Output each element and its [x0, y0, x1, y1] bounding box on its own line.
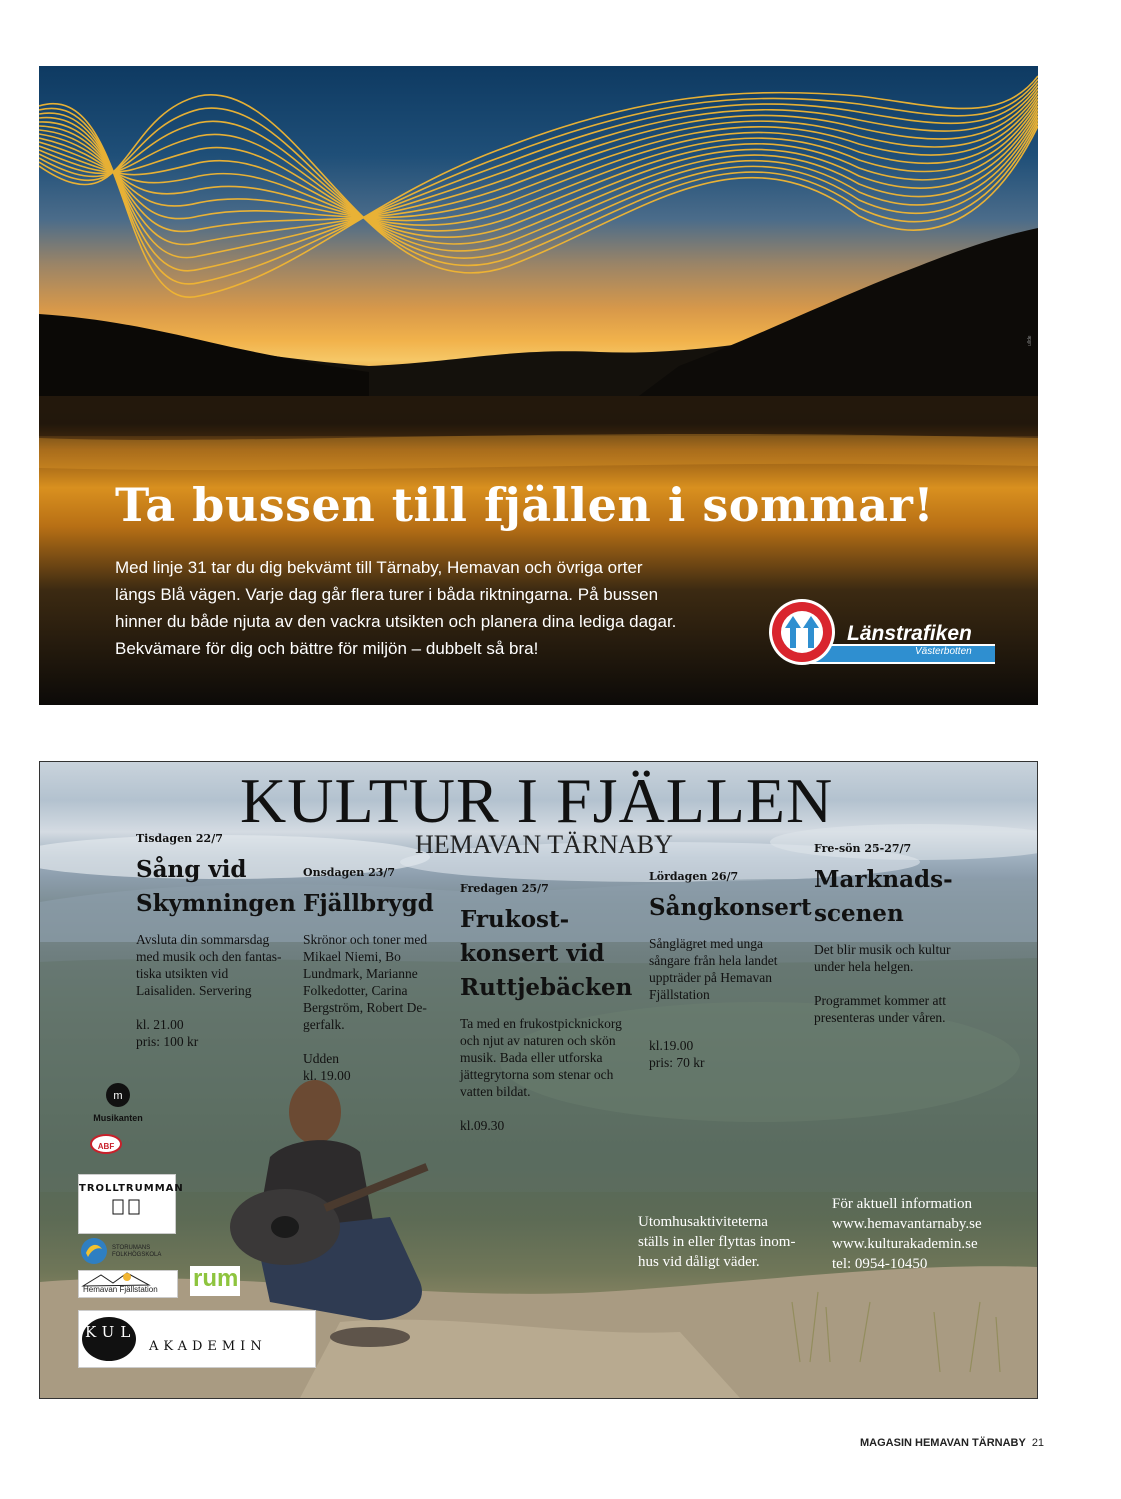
event-title-line: Ruttjebäcken	[460, 974, 633, 1001]
event-desc-line: Lundmark, Marianne	[303, 966, 418, 981]
weather-note-line: ställs in eller flyttas inom-	[638, 1234, 796, 1250]
event-desc-line: Bergström, Robert De-	[303, 1000, 427, 1015]
event-description	[460, 1015, 632, 1134]
kulturakademin-logo	[78, 1310, 316, 1368]
event-column	[460, 882, 632, 1134]
event-title-line: Skymningen	[136, 890, 296, 917]
ad-body-line: längs Blå vägen. Varje dag går flera turer i båda riktningarna. På bussen	[115, 585, 659, 604]
event-title-line: Frukost-	[460, 906, 570, 933]
event-desc-line: pris: 70 kr	[649, 1055, 705, 1070]
weather-note	[638, 1212, 795, 1272]
weather-note-line: Utomhusaktiviteterna	[638, 1214, 768, 1230]
event-desc-line: under hela helgen.	[814, 959, 914, 974]
ad-body-line: Med linje 31 tar du dig bekvämt till Tärnaby, Hemavan och övriga orter	[115, 558, 643, 577]
event-desc-line: och njut av naturen och skön	[460, 1033, 616, 1048]
event-desc-line: vatten bildat.	[460, 1084, 531, 1099]
event-desc-line: tiska utsikten vid	[136, 966, 229, 981]
event-title-line: Sångkonsert	[649, 894, 812, 921]
event-desc-line: kl.19.00	[649, 1038, 694, 1053]
fjallstation-label: Hemavan Fjällstation	[83, 1285, 158, 1294]
poster-subtitle: HEMAVAN TÄRNABY	[415, 830, 673, 859]
event-desc-line: Programmet kommer att	[814, 993, 946, 1008]
rum-logo	[190, 1266, 240, 1296]
event-title-line: Fjällbrygd	[303, 890, 434, 917]
storuman-icon	[80, 1237, 108, 1265]
event-description	[303, 931, 434, 1084]
event-description	[814, 941, 953, 1026]
event-title-line: Marknads-	[814, 866, 953, 893]
event-desc-line: Udden	[303, 1051, 339, 1066]
event-column	[814, 842, 953, 1026]
event-title	[814, 863, 953, 931]
event-desc-line: presenteras under våren.	[814, 1010, 946, 1025]
event-desc-line: Ta med en frukostpicknickorg	[460, 1016, 622, 1031]
yellow-wave-lines	[39, 76, 1038, 297]
event-desc-line: musik. Bada eller utforska	[460, 1050, 603, 1065]
event-title	[303, 887, 434, 921]
ad-headline: Ta bussen till fjällen i sommar!	[115, 478, 935, 532]
ad-body-line: hinner du både njuta av den vackra utsikten och planera dina lediga dagar.	[115, 612, 677, 631]
storuman-logo	[80, 1237, 200, 1265]
contact-info	[832, 1194, 982, 1274]
event-desc-line: pris: 100 kr	[136, 1034, 199, 1049]
magazine-name: MAGASIN HEMAVAN TÄRNABY	[860, 1437, 1026, 1449]
kulturakademin-top: KUL TUR	[85, 1323, 199, 1341]
musikanten-label: Musikanten	[93, 1113, 143, 1123]
event-date: Fre-sön 25-27/7	[814, 842, 912, 855]
event-column	[303, 866, 434, 1084]
page-footer	[860, 1437, 1044, 1449]
event-desc-line: Det blir musik och kultur	[814, 942, 951, 957]
event-column	[649, 870, 812, 1071]
event-column	[136, 832, 296, 1050]
event-desc-line: Avsluta din sommarsdag	[136, 932, 270, 947]
event-title-line: Sång vid	[136, 856, 247, 883]
event-date: Onsdagen 23/7	[303, 866, 396, 879]
musikanten-logo	[88, 1082, 148, 1123]
event-desc-line: gerfalk.	[303, 1017, 345, 1032]
ad-body-text	[115, 554, 735, 662]
event-desc-line: kl. 21.00	[136, 1017, 184, 1032]
trolltrumman-logo	[78, 1174, 184, 1234]
contact-line: tel: 0954-10450	[832, 1256, 928, 1272]
logo-region: Västerbotten	[915, 646, 972, 657]
photo-credit: ullde	[1027, 335, 1033, 346]
lanstrafiken-emblem-icon	[765, 594, 845, 669]
event-date: Fredagen 25/7	[460, 882, 549, 895]
rum-label: rum	[193, 1265, 239, 1292]
event-date: Lördagen 26/7	[649, 870, 739, 883]
event-desc-line: Fjällstation	[649, 987, 710, 1002]
drum-icon	[107, 1194, 147, 1218]
event-title-line: scenen	[814, 900, 904, 927]
event-desc-line: jättegrytorna som stenar och	[460, 1067, 614, 1082]
event-title-line: konsert vid	[460, 940, 605, 967]
contact-line[interactable]: www.hemavantarnaby.se	[832, 1216, 982, 1232]
event-desc-line: uppträder på Hemavan	[649, 970, 772, 985]
storuman-label: STORUMANS FOLKHÖGSKOLA	[112, 1245, 162, 1258]
event-desc-line: kl.09.30	[460, 1118, 505, 1133]
event-title	[136, 853, 296, 921]
ad-body-line: Bekvämare för dig och bättre för miljön – dubbelt så bra!	[115, 639, 539, 658]
event-description	[136, 931, 296, 1050]
event-desc-line: Sånglägret med unga	[649, 936, 763, 951]
svg-text:m: m	[113, 1090, 123, 1102]
event-desc-line: Folkedotter, Carina	[303, 983, 408, 998]
event-description	[649, 935, 812, 1071]
hemavan-fjallstation-logo	[78, 1270, 178, 1298]
weather-note-line: hus vid dåligt väder.	[638, 1254, 760, 1270]
event-desc-line: sångare från hela landet	[649, 953, 778, 968]
event-title	[460, 903, 632, 1005]
abf-logo	[90, 1134, 122, 1154]
page-number: 21	[1031, 1437, 1045, 1449]
abf-label: ABF	[97, 1142, 115, 1151]
event-desc-line: kl. 19.00	[303, 1068, 351, 1083]
event-title	[649, 891, 812, 925]
contact-line[interactable]: www.kulturakademin.se	[832, 1236, 978, 1252]
lanstrafiken-logo	[765, 594, 995, 669]
musikanten-icon	[105, 1082, 131, 1108]
event-desc-line: Laisaliden. Servering	[136, 983, 252, 998]
bus-advertisement	[39, 66, 1038, 705]
contact-line: För aktuell information	[832, 1196, 972, 1212]
event-date: Tisdagen 22/7	[136, 832, 223, 845]
logo-brand: Länstrafiken	[847, 622, 972, 645]
event-desc-line: med musik och den fantas-	[136, 949, 282, 964]
poster-title: KULTUR I FJÄLLEN	[240, 765, 834, 836]
trolltrumman-label: TROLLTRUMMAN	[79, 1183, 184, 1194]
kulturakademin-bottom: AKADEMIN	[149, 1339, 267, 1354]
kultur-poster	[39, 761, 1038, 1399]
event-desc-line: Skrönor och toner med	[303, 932, 428, 947]
event-desc-line: Mikael Niemi, Bo	[303, 949, 401, 964]
